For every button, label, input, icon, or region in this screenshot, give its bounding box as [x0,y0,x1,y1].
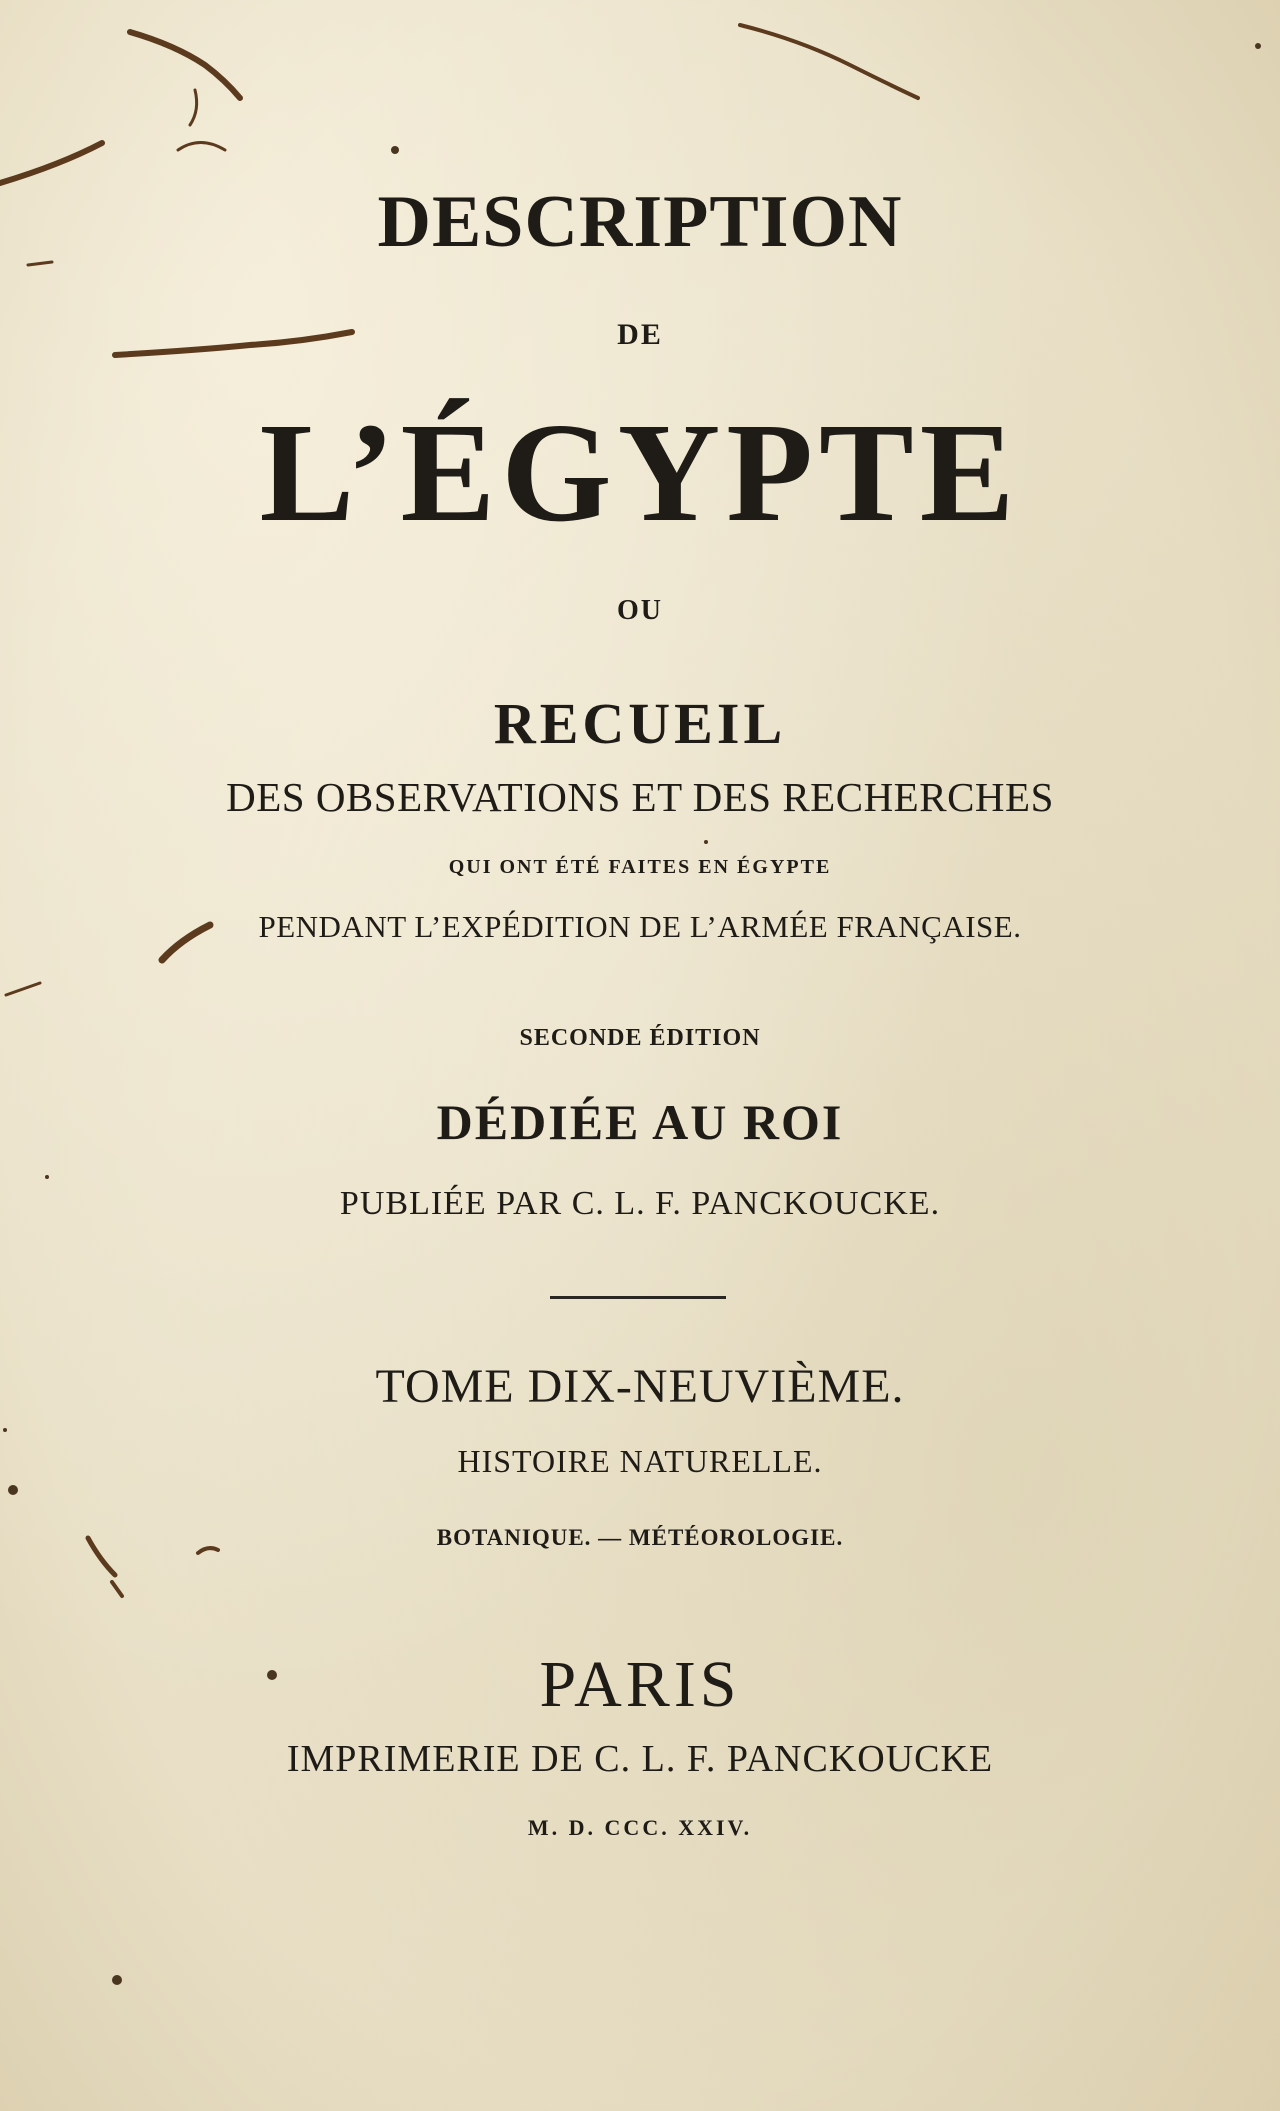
subtitle-observations: DES OBSERVATIONS ET DES RECHERCHES [226,774,1054,820]
imprint-date: M. D. CCC. XXIV. [527,1815,753,1840]
stain-mark [28,262,52,265]
stain-mark [115,332,352,355]
foxing-dot [267,1670,277,1680]
stain-mark [130,32,240,98]
imprint-printer: IMPRIMERIE DE C. L. F. PANCKOUCKE [286,1738,994,1780]
stain-mark [162,925,210,960]
foxing-dot [45,1175,49,1179]
title-description: DESCRIPTION [377,181,903,263]
title-de: DE [617,318,663,351]
title-egypte: L’ÉGYPTE [259,393,1021,551]
foxing-dot [704,840,708,844]
foxing-dot [1255,43,1261,49]
stain-mark [740,25,918,98]
subtitle-pendant-expedition: PENDANT L’EXPÉDITION DE L’ARMÉE FRANÇAISE. [258,909,1022,944]
edition-label: SECONDE ÉDITION [519,1025,761,1051]
imprint-city: PARIS [539,1648,741,1721]
title-ou: OU [617,595,663,626]
dedication: DÉDIÉE AU ROI [436,1094,844,1150]
foxing-dot [391,146,399,154]
subtitle-recueil: RECUEIL [493,691,787,756]
stain-mark [0,143,102,183]
publisher-line: PUBLIÉE PAR C. L. F. PANCKOUCKE. [339,1185,941,1222]
stain-mark [178,143,225,151]
stain-mark [88,1538,115,1575]
stain-mark [190,90,197,125]
foxing-dot [112,1975,122,1985]
foxing-dot [3,1428,7,1432]
stain-mark [198,1548,218,1553]
stain-mark [6,983,40,995]
foxing-dot [8,1485,18,1495]
subtitle-qui-ont-ete: QUI ONT ÉTÉ FAITES EN ÉGYPTE [448,856,832,878]
volume-sections: BOTANIQUE. — MÉTÉOROLOGIE. [436,1525,844,1550]
volume-number: TOME DIX-NEUVIÈME. [375,1360,905,1413]
volume-subject: HISTOIRE NATURELLE. [457,1443,823,1479]
stain-mark [112,1582,122,1596]
